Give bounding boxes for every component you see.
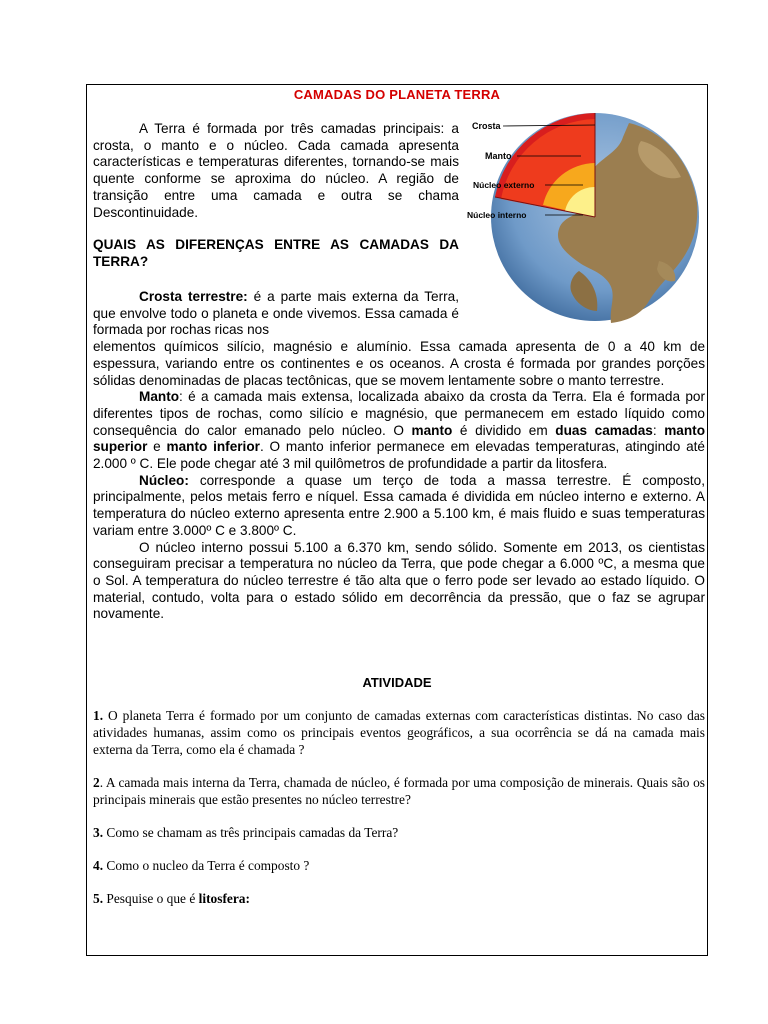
manto-paragraph: Manto: é a camada mais extensa, localizada abaixo da crosta da Terra. Ela é formada por diferentes tipos de rochas, como silício e magnésio, que permanecem em estado líquido como consequência do calor emanado pelo núcleo. O manto é dividido em duas camadas: manto superior e manto inferior. O manto inferior permanece em elevadas temperaturas, atingindo até 2.000 º C. Ele pode chegar até 3 mil quilômetros de profundidade a partir da litosfera. (93, 389, 705, 472)
intro-paragraph: A Terra é formada por três camadas principais: a crosta, o manto e o núcleo. Cada camada apresenta características e temperaturas diferentes, tornando-se mais quente conforme se aproxima do núcleo. A região de transição entre uma camada e outra se chama Descontinuidade. (93, 121, 459, 220)
question-item: 2. A camada mais interna da Terra, chamada de núcleo, é formada por uma composição de minerais. Quais são os principais minerais que estão presentes no núcleo terrestre? (93, 775, 705, 807)
label-mantle: Manto (485, 151, 512, 161)
crosta-paragraph-end: elementos químicos silício, magnésio e alumínio. Essa camada apresenta de 0 a 40 km de espessura, variando entre os continentes e os oceanos. A crosta é formada por grandes porções sólidas denominadas de placas tectônicas, que se movem lentamente sobre o manto terrestre. (93, 339, 705, 388)
crosta-paragraph-start: Crosta terrestre: é a parte mais externa da Terra, que envolve todo o planeta e onde vivemos. Essa camada é formada por rochas ricas nos (93, 289, 459, 338)
label-crust: Crosta (472, 121, 501, 131)
nucleo-paragraph: Núcleo: corresponde a quase um terço de toda a massa terrestre. É composto, principalmente, pelos metais ferro e níquel. Essa camada é dividida em núcleo interno e externo. A temperatura do núcleo externo apresenta entre 2.900 a 5.100 km, é mais fluido e suas temperaturas variam entre 3.000º C e 3.800º C. (93, 472, 705, 538)
question-item: 4. Como o nucleo da Terra é composto ? (93, 858, 310, 873)
layers-body (93, 289, 705, 623)
label-outer-core: Núcleo externo (473, 180, 535, 190)
section-heading: QUAIS AS DIFERENÇAS ENTRE AS CAMADAS DA TERRA? (93, 237, 459, 269)
worksheet-page (86, 84, 708, 956)
activity-questions (93, 707, 705, 907)
question-item: 3. Como se chamam as três principais camadas da Terra? (93, 825, 399, 840)
page-title: CAMADAS DO PLANETA TERRA (293, 87, 501, 102)
question-item: 5. Pesquise o que é litosfera: (93, 891, 250, 906)
label-inner-core: Núcleo interno (467, 210, 527, 220)
crosta-term: Crosta terrestre: (139, 289, 248, 304)
manto-term: Manto (139, 389, 180, 405)
question-item: 1. O planeta Terra é formado por um conjunto de camadas externas com características distintas. No caso das atividades humanas, assim como os principais eventos geográficos, a sua ocorrência se dá na camada mais externa da Terra, como ela é chamada ? (93, 708, 705, 757)
activity-title: ATIVIDADE (362, 675, 432, 690)
nucleo-interno-paragraph: O núcleo interno possui 5.100 a 6.370 km, sendo sólido. Somente em 2013, os cientistas conseguiram precisar a temperatura no núcleo da Terra, que pode chegar a 6.000 ºC, a mesma que o Sol. A temperatura do núcleo terrestre é tão alta que o ferro pode ser levado ao estado líquido. O material, contudo, volta para o estado sólido em decorrência da pressão, que o faz se agrupar novamente. (93, 539, 705, 622)
nucleo-term: Núcleo: (139, 472, 189, 488)
